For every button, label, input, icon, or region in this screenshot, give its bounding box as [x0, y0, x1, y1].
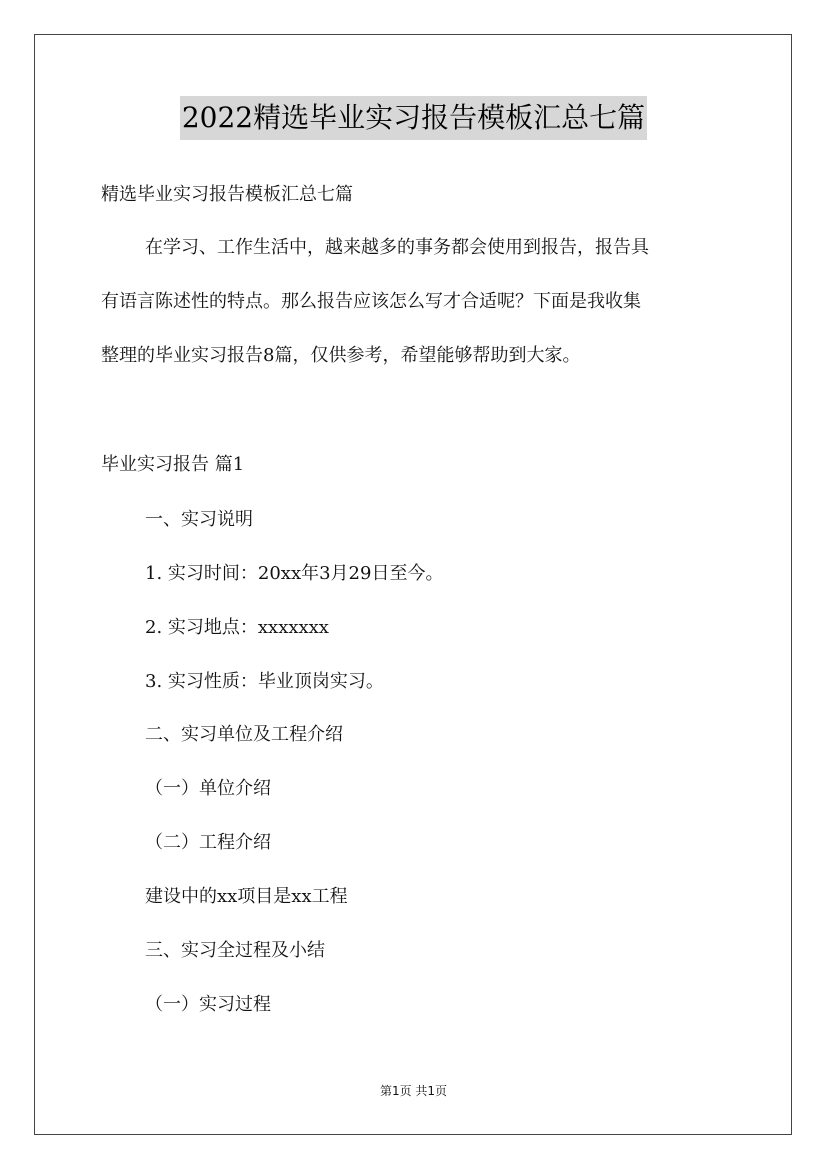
body-line: 二、实习单位及工程介绍 [145, 724, 343, 745]
body-line: 一、实习说明 [145, 509, 253, 530]
body-line: （一）单位介绍 [145, 778, 271, 799]
body-line: （二）工程介绍 [145, 832, 271, 853]
document-title: 2022精选毕业实习报告模板汇总七篇 [180, 96, 647, 140]
body-line: 建设中的xx项目是xx工程 [145, 886, 348, 907]
body-line: 1. 实习时间：20xx年3月29日至今。 [145, 563, 444, 584]
intro-line-2: 有语言陈述性的特点。那么报告应该怎么写才合适呢？下面是我收集 [101, 291, 641, 312]
intro-line-3: 整理的毕业实习报告8篇，仅供参考，希望能够帮助到大家。 [101, 345, 581, 366]
title-container [0, 96, 827, 140]
body-line: （一）实习过程 [145, 994, 271, 1015]
body-line: 3. 实习性质：毕业顶岗实习。 [145, 671, 384, 692]
intro-line-1: 在学习、工作生活中，越来越多的事务都会使用到报告，报告具 [145, 237, 649, 258]
page-number-footer: 第1页 共1页 [379, 1084, 448, 1098]
body-line: 三、实习全过程及小结 [145, 940, 325, 961]
body-line: 2. 实习地点：xxxxxxx [145, 617, 329, 638]
document-subtitle: 精选毕业实习报告模板汇总七篇 [101, 184, 353, 205]
section-heading: 毕业实习报告 篇1 [101, 454, 245, 475]
